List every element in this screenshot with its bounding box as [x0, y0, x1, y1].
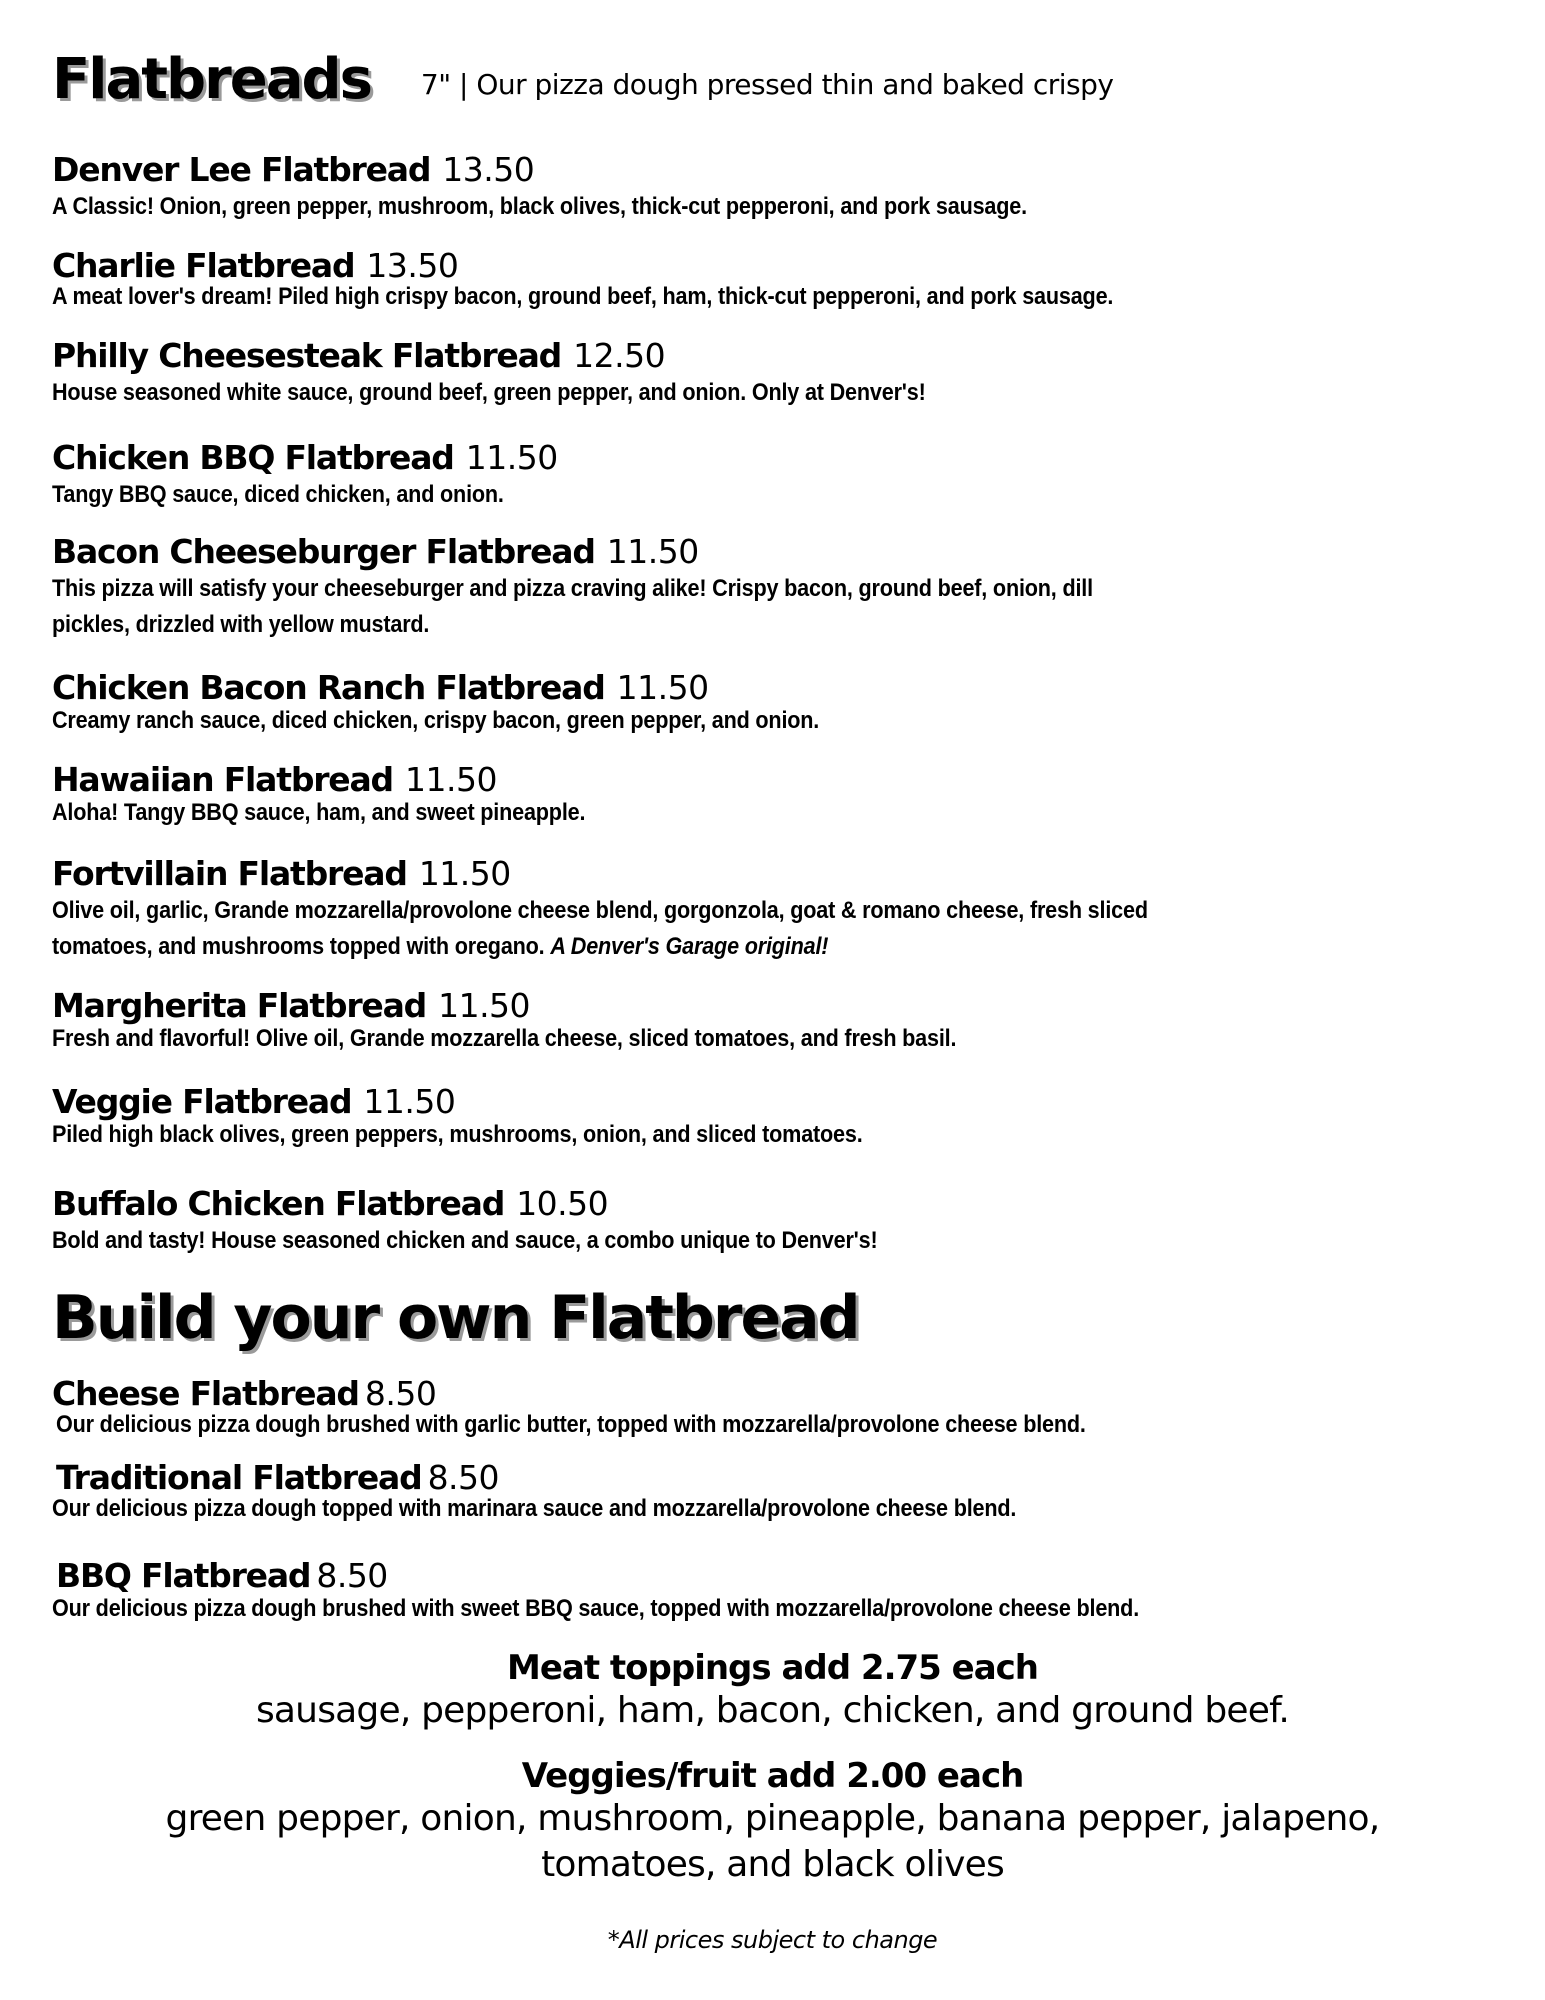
item-name: Margherita Flatbread [52, 986, 427, 1025]
item-description-line: pickles, drizzled with yellow mustard. [52, 611, 430, 638]
menu-item [52, 1184, 1492, 1259]
veggie-toppings [0, 1756, 1545, 1888]
item-description-line: tomatoes, and mushrooms topped with oregano. [52, 933, 545, 960]
item-name: Chicken BBQ Flatbread [52, 438, 454, 477]
veggie-toppings-line: green pepper, onion, mushroom, pineapple, banana pepper, jalapeno, [165, 1798, 1380, 1839]
menu-item [52, 532, 1492, 643]
menu-item [52, 986, 1492, 1057]
item-description [52, 571, 1384, 643]
item-description: Bold and tasty! House seasoned chicken and sauce, a combo unique to Denver's! [52, 1227, 878, 1254]
item-description: Our delicious pizza dough brushed with garlic butter, topped with mozzarella/provolone cheese blend. [56, 1411, 1086, 1438]
menu-item [52, 438, 1492, 513]
menu-item [52, 150, 1492, 225]
item-name: Bacon Cheeseburger Flatbread [52, 532, 595, 571]
veggie-toppings-line: tomatoes, and black olives [541, 1844, 1004, 1885]
section-subtitle: 7" | Our pizza dough pressed thin and baked crispy [420, 68, 1114, 101]
item-price: 13.50 [366, 246, 459, 285]
item-price: 11.50 [418, 854, 511, 893]
item-name: Traditional Flatbread [56, 1458, 422, 1497]
item-price: 8.50 [427, 1458, 500, 1497]
item-price: 8.50 [364, 1374, 437, 1413]
item-name: Fortvillain Flatbread [52, 854, 407, 893]
item-name: Veggie Flatbread [52, 1082, 352, 1121]
item-description-line: This pizza will satisfy your cheeseburger and pizza craving alike! Crispy bacon, ground beef, onion, dill [52, 575, 1093, 602]
item-price: 10.50 [516, 1184, 609, 1223]
item-description: Tangy BBQ sauce, diced chicken, and onion. [52, 481, 504, 508]
item-price: 13.50 [442, 150, 535, 189]
menu-item [52, 1556, 1496, 1627]
item-price: 8.50 [316, 1556, 388, 1595]
item-price: 11.50 [465, 438, 558, 477]
section-title-flatbreads: Flatbreads [52, 47, 371, 112]
item-description: House seasoned white sauce, ground beef, green pepper, and onion. Only at Denver's! [52, 379, 926, 406]
item-description: Our delicious pizza dough brushed with sweet BBQ sauce, topped with mozzarella/provolone cheese blend. [52, 1595, 1140, 1622]
byo-header [52, 1283, 859, 1353]
meat-toppings-list: sausage, pepperoni, ham, bacon, chicken, and ground beef. [255, 1690, 1290, 1731]
item-price: 11.50 [363, 1082, 456, 1121]
menu-item [52, 1374, 1492, 1443]
item-name: Hawaiian Flatbread [52, 760, 393, 799]
menu-item [52, 1082, 1492, 1153]
menu-item [52, 854, 1492, 965]
item-price: 11.50 [616, 668, 709, 707]
item-description-line: Olive oil, garlic, Grande mozzarella/provolone cheese blend, gorgonzola, goat & romano cheese, fresh sliced [52, 897, 1148, 924]
veggie-toppings-list [0, 1796, 1545, 1888]
item-name: BBQ Flatbread [56, 1556, 311, 1595]
menu-item [52, 668, 1492, 739]
item-description-tagline: A Denver's Garage original! [550, 933, 829, 960]
menu-item [52, 760, 1492, 831]
item-name: Philly Cheesesteak Flatbread [52, 336, 562, 375]
item-name: Charlie Flatbread [52, 246, 355, 285]
item-description: Aloha! Tangy BBQ sauce, ham, and sweet pineapple. [52, 799, 586, 826]
item-description: A meat lover's dream! Piled high crispy bacon, ground beef, ham, thick-cut pepperoni, and pork sausage. [52, 283, 1114, 310]
meat-toppings [0, 1648, 1545, 1734]
menu-item [52, 336, 1492, 411]
item-description: Creamy ranch sauce, diced chicken, crispy bacon, green pepper, and onion. [52, 707, 820, 734]
flatbreads-header [52, 47, 1114, 112]
item-description: Our delicious pizza dough topped with marinara sauce and mozzarella/provolone cheese blend. [52, 1495, 1017, 1522]
menu-item [52, 246, 1492, 315]
item-name: Denver Lee Flatbread [52, 150, 431, 189]
item-name: Chicken Bacon Ranch Flatbread [52, 668, 605, 707]
price-disclaimer: *All prices subject to change [607, 1926, 938, 1954]
item-description: Piled high black olives, green peppers, mushrooms, onion, and sliced tomatoes. [52, 1121, 863, 1148]
veggie-toppings-heading: Veggies/fruit add 2.00 each [521, 1756, 1024, 1796]
item-description [52, 893, 1384, 965]
item-price: 11.50 [404, 760, 497, 799]
item-price: 11.50 [606, 532, 699, 571]
item-price: 12.50 [573, 336, 666, 375]
item-price: 11.50 [438, 986, 531, 1025]
item-name: Cheese Flatbread [52, 1374, 359, 1413]
section-title-build-your-own: Build your own Flatbread [52, 1283, 859, 1353]
menu-item [52, 1458, 1496, 1527]
item-description: A Classic! Onion, green pepper, mushroom, black olives, thick-cut pepperoni, and pork sausage. [52, 193, 1027, 220]
meat-toppings-heading: Meat toppings add 2.75 each [506, 1648, 1039, 1688]
item-description: Fresh and flavorful! Olive oil, Grande mozzarella cheese, sliced tomatoes, and fresh basil. [52, 1025, 957, 1052]
item-name: Buffalo Chicken Flatbread [52, 1184, 505, 1223]
